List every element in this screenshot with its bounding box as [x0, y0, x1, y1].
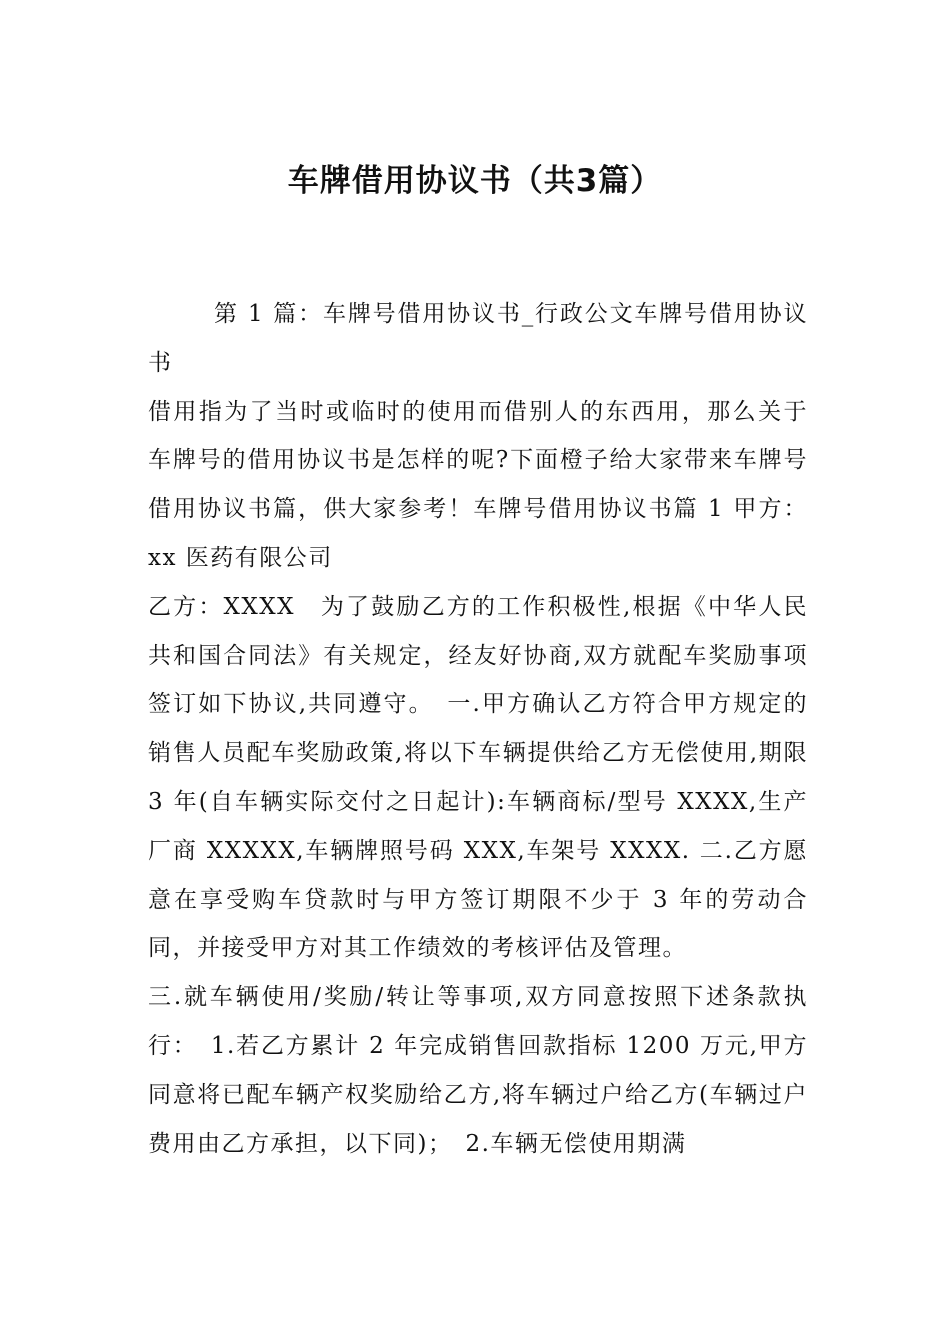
document-title: 车牌借用协议书（共3篇）	[287, 163, 663, 199]
section-heading: 第 1 篇：车牌号借用协议书_行政公文车牌号借用协议书	[148, 301, 808, 376]
body-paragraph: 乙方：XXXX 为了鼓励乙方的工作积极性,根据《中华人民共和国合同法》有关规定，经友好协商,双方就配车奖励事项签订如下协议,共同遵守。 一.甲方确认乙方符合甲方规定的销售人员配车奖励政策,将以下车辆提供给乙方无偿使用,期限 3 年(自车辆实际交付之日起计):车辆商标/型号 XXXX,生产厂商 XXXXX,车辆牌照号码 XXX,车架号 XXXX. 二.乙方愿意在享受购车贷款时与甲方签订期限不少于 3 年的劳动合同，并接受甲方对其工作绩效的考核评估及管理。	[148, 593, 808, 962]
body-paragraph: 借用指为了当时或临时的使用而借别人的东西用，那么关于车牌号的借用协议书是怎样的呢?下面橙子给大家带来车牌号借用协议书篇，供大家参考！车牌号借用协议书篇 1 甲方：xx 医药有限公司	[148, 398, 808, 571]
document-body	[148, 290, 808, 1168]
body-paragraph: 三.就车辆使用/奖励/转让等事项,双方同意按照下述条款执行： 1.若乙方累计 2 年完成销售回款指标 1200 万元,甲方同意将已配车辆产权奖励给乙方,将车辆过户给乙方(车辆过户费用由乙方承担，以下同)； 2.车辆无偿使用期满	[148, 984, 808, 1157]
